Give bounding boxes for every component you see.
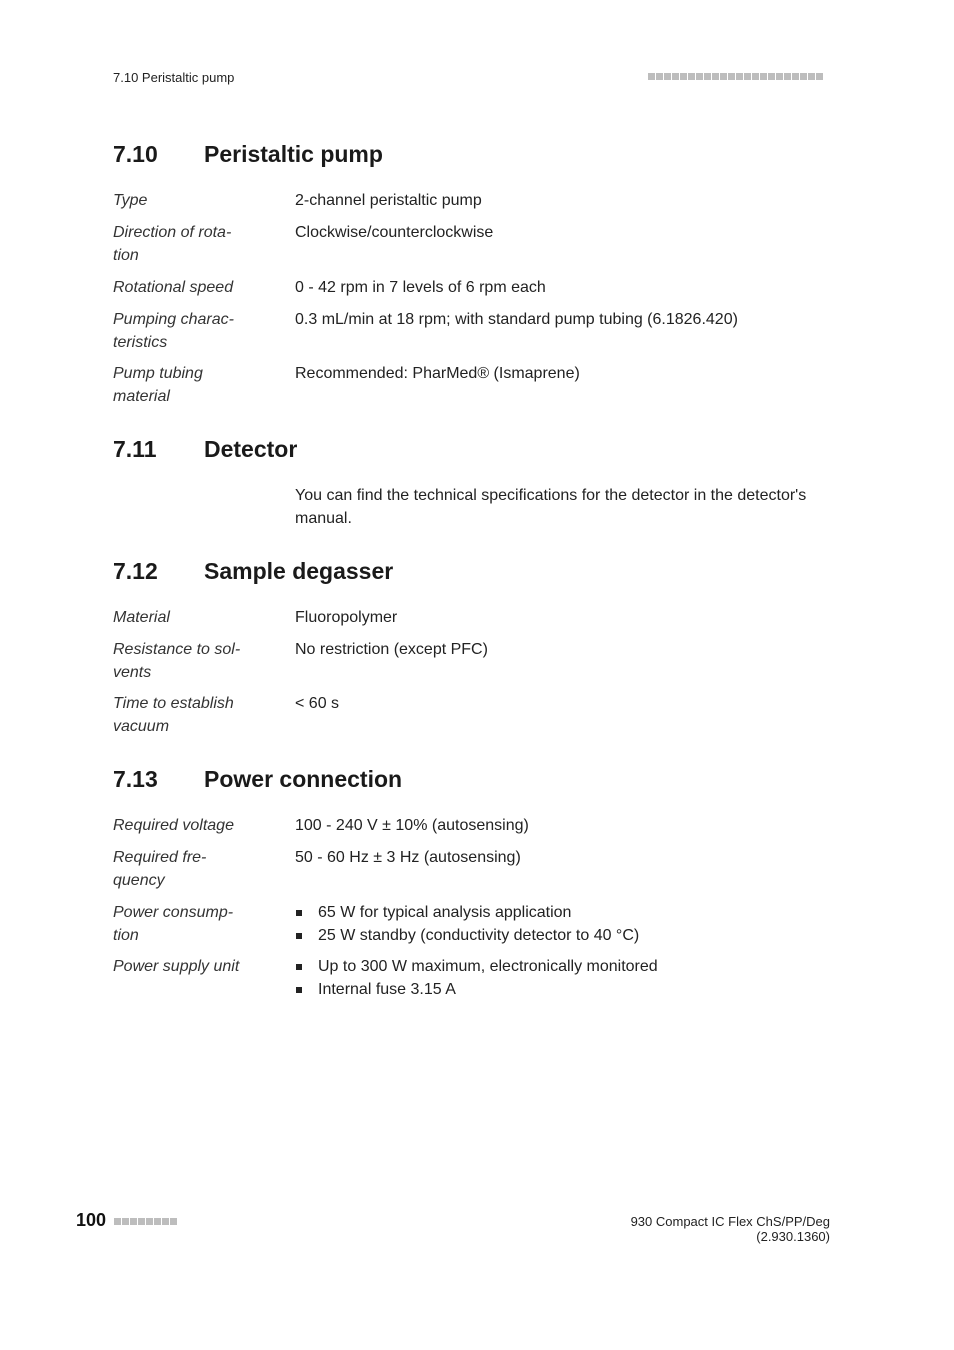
bullet-item: 25 W standby (conductivity detector to 40 °C) xyxy=(295,924,833,947)
spec-value: 100 - 240 V ± 10% (autosensing) xyxy=(295,817,529,834)
spec-value: Recommended: PharMed® (Ismaprene) xyxy=(295,365,580,382)
spec-label: Pump tubing material xyxy=(113,365,203,405)
section-number: 7.10 xyxy=(113,141,158,167)
section-number: 7.13 xyxy=(113,766,158,792)
section-title: Detector xyxy=(204,436,298,462)
spec-label: Resistance to sol- vents xyxy=(113,641,241,681)
spec-value: Clockwise/counterclockwise xyxy=(295,224,494,241)
spec-value: No restriction (except PFC) xyxy=(295,641,488,658)
spec-label: Rotational speed xyxy=(113,279,234,296)
section-title: Sample degasser xyxy=(204,558,394,584)
spec-value: 2-channel peristaltic pump xyxy=(295,192,482,209)
section-number: 7.11 xyxy=(113,436,157,462)
product-name: 930 Compact IC Flex ChS/PP/Deg (2.930.1360) xyxy=(630,1214,830,1244)
spec-value xyxy=(295,955,833,1001)
bullet-item: Internal fuse 3.15 A xyxy=(295,978,833,1001)
section-heading-detector xyxy=(113,436,297,463)
bullet-item: Up to 300 W maximum, electronically monitored xyxy=(295,955,833,978)
spec-label: Required voltage xyxy=(113,817,234,834)
section-heading-sample-degasser xyxy=(113,558,393,585)
spec-label: Type xyxy=(113,192,148,209)
section-title: Power connection xyxy=(204,766,403,792)
spec-label: Required fre- quency xyxy=(113,849,207,889)
spec-label: Power consump- tion xyxy=(113,904,234,944)
spec-value xyxy=(295,901,833,947)
bullet-list xyxy=(295,955,833,1001)
section-title: Peristaltic pump xyxy=(204,141,383,167)
spec-value: 50 - 60 Hz ± 3 Hz (autosensing) xyxy=(295,849,521,866)
section-heading-power-connection xyxy=(113,766,402,793)
spec-value: 0 - 42 rpm in 7 levels of 6 rpm each xyxy=(295,279,546,296)
footer-decoration xyxy=(114,1218,177,1225)
bullet-list xyxy=(295,901,833,947)
page-number: 100 xyxy=(76,1210,107,1230)
section-number: 7.12 xyxy=(113,558,158,584)
spec-value: < 60 s xyxy=(295,695,340,712)
bullet-item: 65 W for typical analysis application xyxy=(295,901,833,924)
header-decoration xyxy=(648,73,823,80)
spec-label: Power supply unit xyxy=(113,958,240,975)
running-header: 7.10 Peristaltic pump xyxy=(113,70,235,85)
spec-value: 0.3 mL/min at 18 rpm; with standard pump tubing (6.1826.420) xyxy=(295,311,738,328)
spec-label: Direction of rota- tion xyxy=(113,224,232,264)
spec-label: Pumping charac- teristics xyxy=(113,311,234,351)
spec-label: Material xyxy=(113,609,170,626)
detector-paragraph: You can find the technical specifications for the detector in the detector's manual. xyxy=(295,487,807,527)
section-heading-peristaltic-pump xyxy=(113,141,383,168)
spec-label: Time to establish vacuum xyxy=(113,695,234,735)
spec-value: Fluoropolymer xyxy=(295,609,398,626)
